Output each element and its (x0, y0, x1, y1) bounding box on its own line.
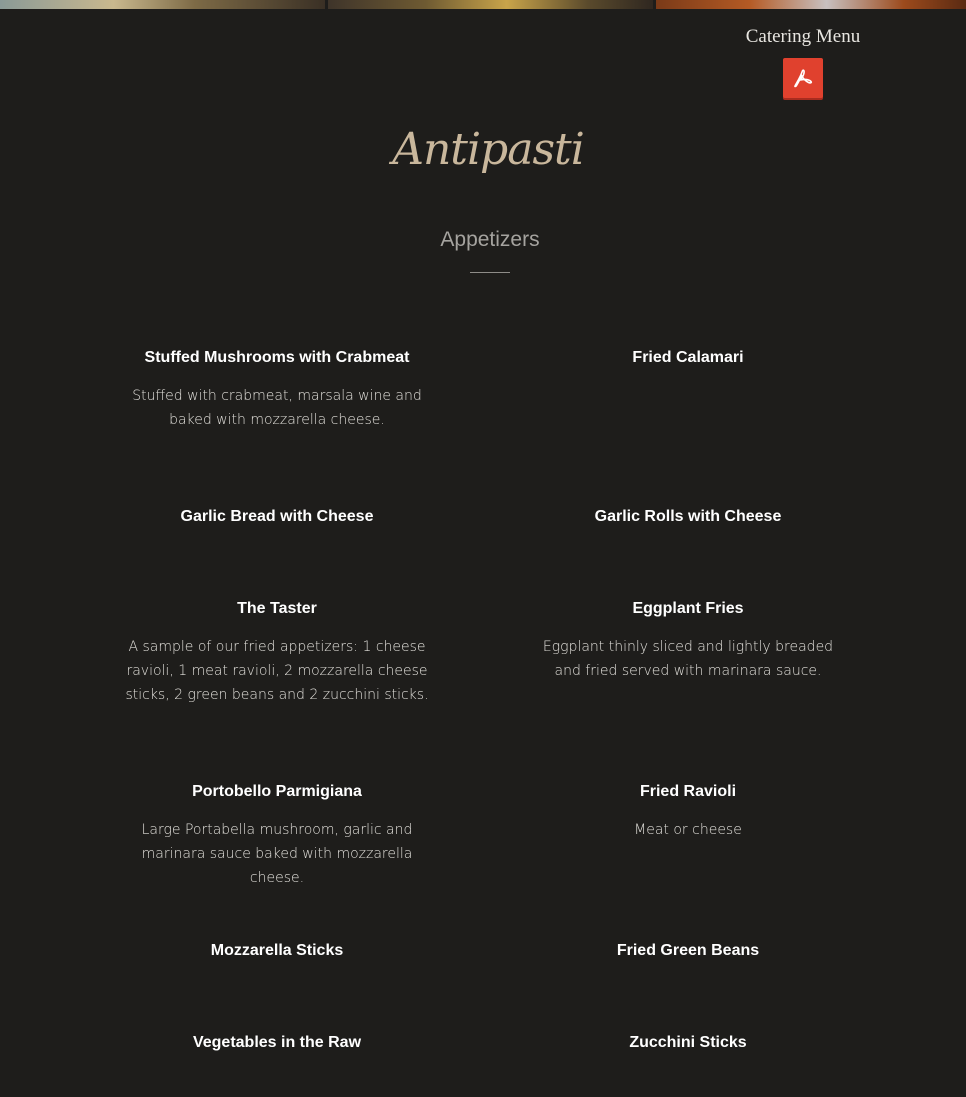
menu-item (528, 941, 848, 961)
food-photo-3 (656, 0, 966, 9)
menu-item (117, 599, 437, 707)
pdf-icon (791, 66, 815, 90)
menu-item-name: Portobello Parmigiana (192, 783, 362, 800)
menu-item-description: Stuffed with crabmeat, marsala wine and baked with mozzarella cheese. (132, 388, 422, 428)
menu-item-name: Fried Green Beans (616, 942, 760, 959)
catering-menu-link[interactable]: Catering Menu (745, 26, 861, 47)
food-photo-2 (328, 0, 653, 9)
menu-item (528, 507, 848, 527)
section-divider (470, 272, 510, 273)
menu-item (117, 348, 437, 432)
menu-item (528, 782, 848, 842)
menu-item-description: Meat or cheese (634, 822, 742, 838)
menu-item (117, 941, 437, 961)
menu-item-name: Fried Calamari (632, 349, 744, 366)
section-subtitle: Appetizers (440, 228, 540, 251)
menu-item-name: Vegetables in the Raw (192, 1034, 362, 1051)
menu-item-name: Fried Ravioli (639, 783, 737, 800)
menu-item (528, 1033, 848, 1053)
menu-item (117, 507, 437, 527)
section-title: Antipasti (392, 124, 584, 175)
menu-item-name: Mozzarella Sticks (210, 942, 344, 959)
catering-menu-download (736, 24, 870, 98)
header-photo-strip (0, 0, 966, 9)
menu-item-description: Large Portabella mushroom, garlic and marinara sauce baked with mozzarella cheese. (141, 822, 413, 886)
menu-item (117, 1033, 437, 1053)
menu-item-description: Eggplant thinly sliced and lightly breaded and fried served with marinara sauce. (542, 639, 834, 679)
menu-item-name: Zucchini Sticks (629, 1034, 747, 1051)
menu-item (528, 599, 848, 683)
menu-item (117, 782, 437, 890)
food-photo-1 (0, 0, 325, 9)
menu-item (528, 348, 848, 368)
menu-item-description: A sample of our fried appetizers: 1 cheese ravioli, 1 meat ravioli, 2 mozzarella cheese sticks, 2 green beans and 2 zucchini sticks. (125, 639, 429, 703)
pdf-download-button[interactable] (783, 58, 823, 98)
menu-item-name: Garlic Bread with Cheese (180, 508, 374, 525)
menu-item-name: Garlic Rolls with Cheese (594, 508, 782, 525)
menu-item-name: The Taster (237, 600, 317, 617)
menu-item-name: Eggplant Fries (632, 600, 744, 617)
menu-item-name: Stuffed Mushrooms with Crabmeat (144, 349, 410, 366)
